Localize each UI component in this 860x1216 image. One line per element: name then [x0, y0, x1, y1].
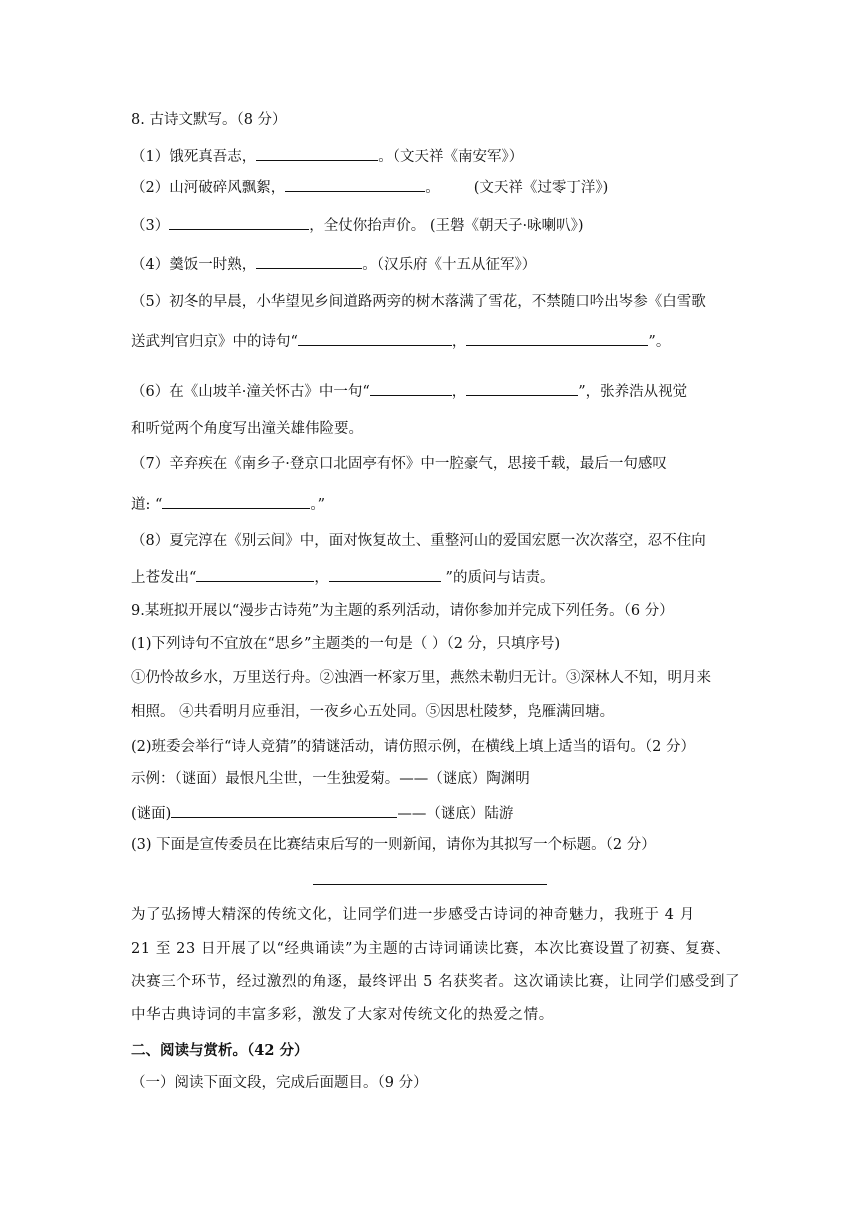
- item-text: 。（文天祥《南安军》）: [378, 149, 524, 165]
- q9-sub1: (1)下列诗句不宜放在“思乡”主题类的一句是（ ）（2 分，只填序号): [131, 636, 561, 652]
- q8-item-2: [131, 176, 731, 196]
- section-2-sub: （一）阅读下面文段，完成后面题目。（9 分）: [131, 1075, 428, 1091]
- q8-item-6-line2: 和听觉两个角度写出潼关雄伟险要。: [131, 421, 363, 437]
- q9-sub3: (3) 下面是宣传委员在比赛结束后写的一则新闻，请你为其拟写一个标题。（2 分）: [131, 837, 656, 853]
- item-text: （6）在《山坡羊·潼关怀古》中一句“: [131, 384, 370, 400]
- item-text: 上苍发出“: [131, 570, 197, 586]
- q8-item-5-line1: （5）初冬的早晨，小华望见乡间道路两旁的树木落满了雪花，不禁随口吟出岑参《白雪歌: [131, 294, 706, 310]
- answer-blank[interactable]: [256, 145, 378, 161]
- q8-item-5-line2: [131, 330, 731, 350]
- item-text: 。: [425, 180, 440, 196]
- item-text: ，: [451, 384, 467, 400]
- item-text: （2）山河破碎风飘絮，: [131, 180, 286, 196]
- q9-example: 示例：（谜面）最恨凡尘世，一生独爱菊。——（谜底）陶渊明: [131, 771, 530, 787]
- q9-title: 9.某班拟开展以“漫步古诗苑”为主题的系列活动，请你参加并完成下列任务。（6 分）: [131, 603, 674, 619]
- item-text: （4）羹饭一时熟，: [131, 257, 257, 273]
- item-text: 送武判官归京》中的诗句“: [131, 334, 298, 350]
- q8-item-4: [131, 253, 731, 273]
- q9-riddle: [131, 802, 731, 822]
- news-line-4: 中华古典诗词的丰富多彩，激发了大家对传统文化的热爱之情。: [131, 1007, 554, 1023]
- item-text: ”。: [648, 334, 671, 350]
- q8-item-8-line2: [131, 566, 731, 586]
- q9-sub1-options-line2: 相照。 ④共看明月应垂泪，一夜乡心五处同。⑤因思杜陵梦，凫雁满回塘。: [131, 704, 615, 720]
- item-source: (文天祥《过零丁洋》): [473, 180, 609, 196]
- answer-blank[interactable]: [162, 493, 310, 509]
- q8-item-1: [131, 145, 731, 165]
- section-2-title: 二、阅读与赏析。（42 分）: [131, 1042, 309, 1059]
- q8-item-3: [131, 214, 731, 234]
- title-answer-line[interactable]: [313, 884, 547, 885]
- answer-blank[interactable]: [171, 802, 397, 818]
- answer-blank[interactable]: [196, 566, 314, 582]
- item-text: (谜面): [131, 806, 172, 822]
- answer-blank[interactable]: [298, 330, 452, 346]
- news-line-3: 决赛三个环节，经过激烈的角逐，最终评出 5 名获奖者。这次诵读比赛，让同学们感受到了: [131, 974, 741, 990]
- news-line-2: 21 至 23 日开展了以“经典诵读”为主题的古诗词诵读比赛，本次比赛设置了初赛、复赛、: [131, 941, 731, 957]
- q9-sub1-options-line1: ①仍怜故乡水，万里送行舟。②浊酒一杯家万里，燕然未勒归无计。③深林人不知，明月来: [131, 670, 711, 686]
- answer-blank[interactable]: [370, 380, 452, 396]
- item-text: ，全仗你抬声价。 (王磐《朝天子·咏喇叭》): [309, 218, 584, 234]
- answer-blank[interactable]: [285, 176, 425, 192]
- item-text: 。”: [310, 497, 326, 513]
- q8-title: 8. 古诗文默写。（8 分）: [131, 112, 287, 128]
- q9-sub2: (2)班委会举行“诗人竞猜”的猜谜活动，请仿照示例，在横线上填上适当的语句。（2 分）: [131, 739, 695, 755]
- item-text: ”的质问与诘责。: [440, 570, 555, 586]
- q8-item-7-line2: [131, 493, 731, 513]
- q8-item-8-line1: （8）夏完淳在《别云间》中，面对恢复故土、重整河山的爱国宏愿一次次落空，忍不住向: [131, 533, 706, 549]
- item-text: ，: [451, 334, 467, 350]
- item-text: ”，张养浩从视觉: [578, 384, 688, 400]
- item-text: 。（汉乐府《十五从征军》）: [362, 257, 537, 273]
- q8-item-6-line1: [131, 380, 731, 400]
- answer-blank[interactable]: [466, 330, 648, 346]
- answer-blank[interactable]: [169, 214, 309, 230]
- item-text: 道: “: [131, 497, 163, 513]
- answer-blank[interactable]: [329, 566, 441, 582]
- item-text: （1）饿死真吾志，: [131, 149, 257, 165]
- item-text: ——（谜底）陆游: [397, 806, 514, 822]
- answer-blank[interactable]: [256, 253, 362, 269]
- answer-blank[interactable]: [466, 380, 578, 396]
- item-text: ，: [314, 570, 329, 586]
- item-text: （3）: [131, 218, 170, 234]
- q8-item-7-line1: （7）辛弃疾在《南乡子·登京口北固亭有怀》中一腔豪气，思接千载，最后一句感叹: [131, 456, 667, 472]
- news-line-1: 为了弘扬博大精深的传统文化，让同学们进一步感受古诗词的神奇魅力，我班于 4 月: [131, 907, 695, 923]
